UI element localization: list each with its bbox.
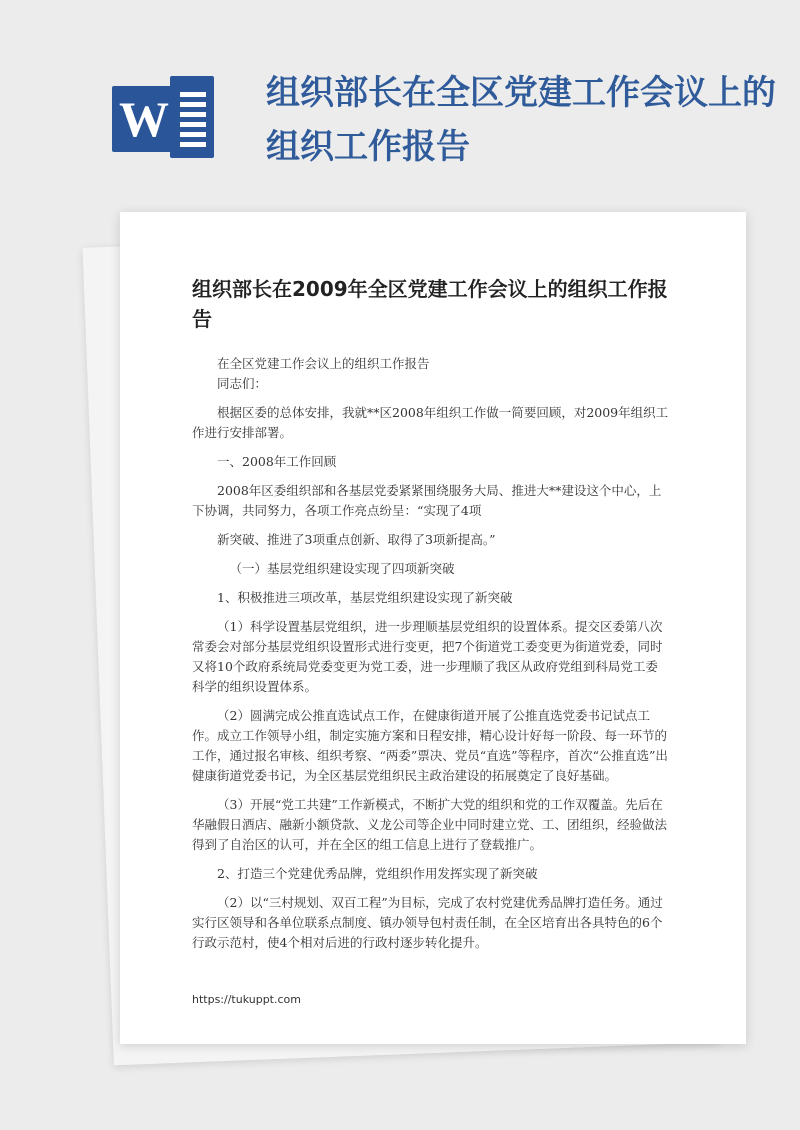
subsection-heading-1: （一）基层党组织建设实现了四项新突破 xyxy=(229,561,455,576)
paragraph-intro: 根据区委的总体安排，我就**区2008年组织工作做一简要回顾，对2009年组织工作进行安排部署。 xyxy=(192,405,669,440)
paragraph-review-cont: 新突破、推进了3项重点创新、取得了3项新提高。” xyxy=(217,532,496,547)
paragraph-review: 2008年区委组织部和各基层党委紧紧围绕服务大局、推进大**建设这个中心，上下协调，共同努力，各项工作亮点纷呈：“实现了4项 xyxy=(192,483,662,518)
item-heading-2: 2、打造三个党建优秀品牌，党组织作用发挥实现了新突破 xyxy=(217,866,538,881)
paragraph-item-1-2: （2）圆满完成公推直选试点工作，在健康街道开展了公推直选党委书记试点工作。成立工作领导小组，制定实施方案和日程安排，精心设计好每一阶段、每一环节的工作，通过报名审核、组织考察、“两委”票决、党员“直选”等程序，首次“公推直选”出健康街道党委书记，为全区基层党组织民主政治建设的拓展奠定了良好基础。 xyxy=(192,708,668,783)
paragraph-item-2-2: （2）以“三村规划、双百工程”为目标，完成了农村党建优秀品牌打造任务。通过实行区领导和各单位联系点制度、镇办领导包村责任制，在全区培育出各具特色的6个行政示范村，使4个相对后进的行政村逐步转化提升。 xyxy=(192,895,663,950)
document-title: 组织部长在2009年全区党建工作会议上的组织工作报告 xyxy=(192,277,668,331)
document-page xyxy=(120,212,746,1044)
paragraph-item-1-3: （3）开展“党工共建”工作新模式，不断扩大党的组织和党的工作双覆盖。先后在华融假日酒店、融新小额贷款、义龙公司等企业中同时建立党、工、团组织，经验做法得到了自治区的认可，并在全区的组工信息上进行了登载推广。 xyxy=(192,797,668,852)
item-heading-1: 1、积极推进三项改革，基层党组织建设实现了新突破 xyxy=(217,590,513,605)
document-body xyxy=(192,354,670,962)
word-w-logo: W xyxy=(112,86,176,152)
word-document-icon xyxy=(112,76,222,158)
paragraph-item-1-1: （1）科学设置基层党组织，进一步理顺基层党组织的设置体系。提交区委第八次常委会对部分基层党组织设置形式进行变更，把7个街道党工委变更为街道党委，同时又将10个政府系统局党委变更为党工委，进一步理顺了我区从政府党组到科局党工委科学的组织设置体系。 xyxy=(192,619,663,694)
document-lines-graphic xyxy=(170,76,214,158)
paragraph-subtitle: 在全区党建工作会议上的组织工作报告 xyxy=(217,356,430,371)
page-title: 组织部长在全区党建工作会议上的组织工作报告 xyxy=(266,73,776,167)
footer-source-link[interactable]: https://tukuppt.com xyxy=(192,993,301,1006)
paragraph-salutation: 同志们： xyxy=(217,376,268,391)
section-heading-1: 一、2008年工作回顾 xyxy=(217,454,337,469)
